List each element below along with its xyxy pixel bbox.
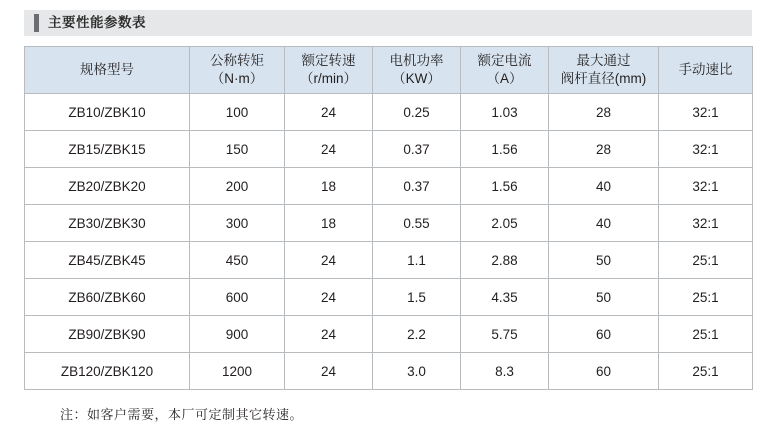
section-title-bar: [24, 10, 752, 36]
cell-current: 5.75: [461, 316, 549, 353]
cell-torque: 100: [190, 94, 285, 131]
cell-speed: 24: [285, 353, 373, 390]
cell-current: 1.56: [461, 168, 549, 205]
table-row: [25, 316, 753, 353]
cell-max-stem-diameter: 50: [549, 279, 659, 316]
cell-manual-ratio: 25:1: [659, 279, 753, 316]
cell-current: 4.35: [461, 279, 549, 316]
cell-manual-ratio: 25:1: [659, 242, 753, 279]
cell-max-stem-diameter: 28: [549, 94, 659, 131]
cell-torque: 600: [190, 279, 285, 316]
cell-current: 2.88: [461, 242, 549, 279]
column-header-max-stem-diameter: 最大通过 阀杆直径(mm): [549, 47, 659, 94]
column-header-current: 额定电流 （A）: [461, 47, 549, 94]
cell-torque: 300: [190, 205, 285, 242]
cell-max-stem-diameter: 40: [549, 168, 659, 205]
cell-model: ZB120/ZBK120: [25, 353, 190, 390]
cell-model: ZB90/ZBK90: [25, 316, 190, 353]
column-header-model: 规格型号: [25, 47, 190, 94]
cell-motor-power: 0.55: [373, 205, 461, 242]
cell-manual-ratio: 25:1: [659, 316, 753, 353]
cell-manual-ratio: 32:1: [659, 131, 753, 168]
cell-speed: 24: [285, 131, 373, 168]
cell-motor-power: 1.5: [373, 279, 461, 316]
spec-sheet-page: [0, 10, 776, 431]
title-accent-bar: [34, 14, 39, 32]
column-header-motor-power: 电机功率 （KW）: [373, 47, 461, 94]
cell-current: 2.05: [461, 205, 549, 242]
cell-max-stem-diameter: 60: [549, 316, 659, 353]
cell-speed: 18: [285, 168, 373, 205]
table-row: [25, 94, 753, 131]
cell-motor-power: 2.2: [373, 316, 461, 353]
cell-manual-ratio: 32:1: [659, 94, 753, 131]
cell-torque: 200: [190, 168, 285, 205]
cell-manual-ratio: 32:1: [659, 205, 753, 242]
cell-max-stem-diameter: 28: [549, 131, 659, 168]
cell-motor-power: 0.37: [373, 168, 461, 205]
table-note: 注：如客户需要，本厂可定制其它转速。: [60, 407, 304, 422]
spec-table: [24, 46, 753, 390]
cell-max-stem-diameter: 50: [549, 242, 659, 279]
cell-torque: 150: [190, 131, 285, 168]
table-header: [25, 47, 753, 94]
cell-model: ZB60/ZBK60: [25, 279, 190, 316]
table-row: [25, 131, 753, 168]
cell-model: ZB15/ZBK15: [25, 131, 190, 168]
cell-model: ZB20/ZBK20: [25, 168, 190, 205]
table-row: [25, 353, 753, 390]
page-title: 主要性能参数表: [48, 15, 146, 30]
table-row: [25, 242, 753, 279]
cell-max-stem-diameter: 40: [549, 205, 659, 242]
cell-manual-ratio: 32:1: [659, 168, 753, 205]
cell-motor-power: 3.0: [373, 353, 461, 390]
cell-current: 1.03: [461, 94, 549, 131]
table-row: [25, 168, 753, 205]
spec-table-wrapper: [24, 46, 752, 390]
cell-motor-power: 0.25: [373, 94, 461, 131]
column-header-manual-ratio: 手动速比: [659, 47, 753, 94]
table-body: [25, 94, 753, 390]
cell-model: ZB45/ZBK45: [25, 242, 190, 279]
column-header-torque: 公称转矩 （N·m）: [190, 47, 285, 94]
cell-current: 1.56: [461, 131, 549, 168]
cell-max-stem-diameter: 60: [549, 353, 659, 390]
cell-torque: 900: [190, 316, 285, 353]
cell-manual-ratio: 25:1: [659, 353, 753, 390]
cell-current: 8.3: [461, 353, 549, 390]
table-row: [25, 205, 753, 242]
table-header-row: [25, 47, 753, 94]
cell-speed: 24: [285, 242, 373, 279]
cell-motor-power: 1.1: [373, 242, 461, 279]
cell-speed: 24: [285, 279, 373, 316]
cell-model: ZB10/ZBK10: [25, 94, 190, 131]
cell-torque: 450: [190, 242, 285, 279]
cell-model: ZB30/ZBK30: [25, 205, 190, 242]
cell-speed: 24: [285, 94, 373, 131]
column-header-speed: 额定转速 （r/min）: [285, 47, 373, 94]
cell-torque: 1200: [190, 353, 285, 390]
table-row: [25, 279, 753, 316]
cell-motor-power: 0.37: [373, 131, 461, 168]
cell-speed: 24: [285, 316, 373, 353]
cell-speed: 18: [285, 205, 373, 242]
